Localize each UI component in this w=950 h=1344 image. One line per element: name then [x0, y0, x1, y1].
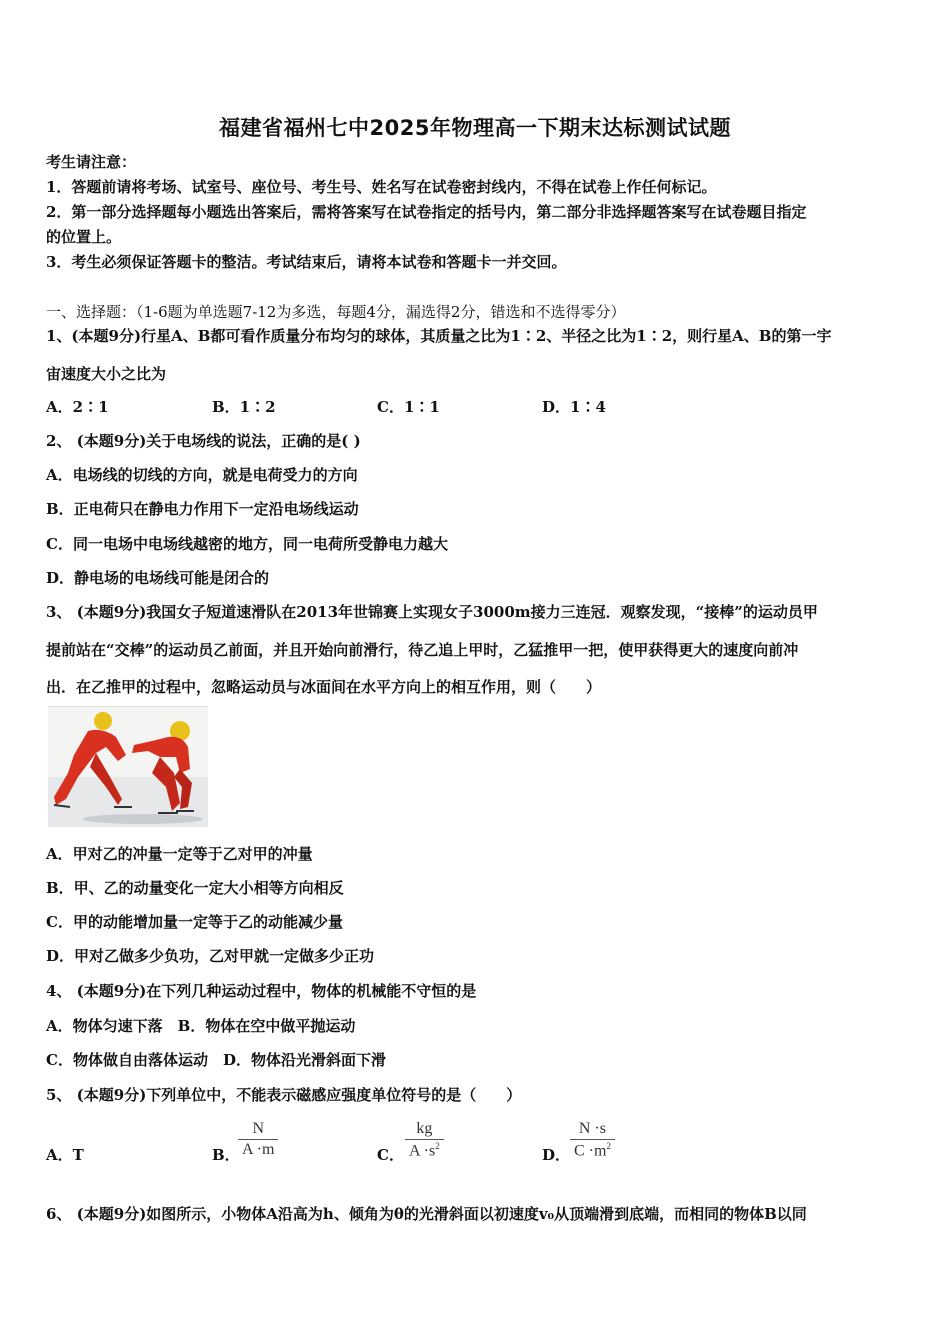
q2-option-c: C．同一电场中电场线越密的地方，同一电荷所受静电力越大 — [46, 535, 448, 553]
notice-heading: 考生请注意： — [46, 153, 137, 171]
q5-b-denominator: A ·m — [242, 1141, 275, 1158]
q5-d-denominator: C ·m — [574, 1142, 607, 1160]
q3-option-b: B．甲、乙的动量变化一定大小相等方向相反 — [46, 879, 344, 897]
q4-options-row2: C．物体做自由落体运动 D．物体沿光滑斜面下滑 — [46, 1051, 386, 1069]
q6-stem-line1: 6、 (本题9分)如图所示，小物体A沿高为h、倾角为θ的光滑斜面以初速度v₀从顶端滑到底端，而相同的物体B以同 — [46, 1205, 807, 1223]
q1-stem-line2: 宙速度大小之比为 — [46, 365, 167, 383]
q3-option-a: A．甲对乙的冲量一定等于乙对甲的冲量 — [46, 845, 313, 863]
notice-item-1: 1．答题前请将考场、试室号、座位号、考生号、姓名写在试卷密封线内，不得在试卷上作任何标记。 — [46, 178, 717, 196]
q4-options-row1: A．物体匀速下落 B．物体在空中做平抛运动 — [46, 1017, 356, 1035]
q3-option-c: C．甲的动能增加量一定等于乙的动能减少量 — [46, 913, 343, 931]
q1-option-d: D．1∶4 — [542, 398, 606, 416]
q3-stem-line2: 提前站在“交棒”的运动员乙前面，并且开始向前滑行，待乙追上甲时，乙猛推甲一把，使甲获得更大的速度向前冲 — [46, 641, 799, 659]
notice-item-3: 3．考生必须保证答题卡的整洁。考试结束后，请将本试卷和答题卡一并交回。 — [46, 253, 567, 271]
q1-option-b: B．1∶2 — [212, 398, 276, 416]
q1-option-a: A．2∶1 — [46, 398, 109, 416]
q3-stem-line1: 3、 (本题9分)我国女子短道速滑队在2013年世锦赛上实现女子3000m接力三连冠．观察发现，“接棒”的运动员甲 — [46, 603, 818, 621]
q5-option-d-fraction — [570, 1120, 615, 1160]
q1-stem-line1: 1、(本题9分)行星A、B都可看作质量分布均匀的球体，其质量之比为1∶2、半径之比为1∶2，则行星A、B的第一宇 — [46, 327, 832, 345]
q5-d-exponent: 2 — [606, 1141, 611, 1151]
q5-d-numerator: N ·s — [578, 1120, 607, 1137]
q1-option-c: C．1∶1 — [377, 398, 440, 416]
q5-c-numerator: kg — [416, 1120, 433, 1137]
q4-stem: 4、 (本题9分)在下列几种运动过程中，物体的机械能不守恒的是 — [46, 982, 477, 1000]
q5-option-b-fraction — [238, 1120, 278, 1159]
q3-option-d: D．甲对乙做多少负功，乙对甲就一定做多少正功 — [46, 947, 375, 965]
q5-option-c-fraction — [405, 1120, 444, 1160]
notice-item-2-cont: 的位置上。 — [46, 228, 122, 246]
q5-option-a-label: A．T — [46, 1146, 84, 1164]
q5-option-a-value: T — [72, 1146, 84, 1164]
q5-option-c-label: C． — [377, 1146, 404, 1164]
q2-option-a: A．电场线的切线的方向，就是电荷受力的方向 — [46, 466, 358, 484]
q5-stem: 5、 (本题9分)下列单位中，不能表示磁感应强度单位符号的是（ ） — [46, 1086, 522, 1104]
q5-option-b-label: B． — [212, 1146, 240, 1164]
q2-option-b: B．正电荷只在静电力作用下一定沿电场线运动 — [46, 500, 359, 518]
q2-option-d: D．静电场的电场线可能是闭合的 — [46, 569, 270, 587]
q5-c-denominator: A ·s — [409, 1142, 436, 1160]
q3-stem-line3: 出．在乙推甲的过程中，忽略运动员与冰面间在水平方向上的相互作用，则（ ） — [46, 678, 602, 696]
q5-c-exponent: 2 — [435, 1141, 440, 1151]
speed-skaters-photo — [48, 706, 208, 827]
page-title: 福建省福州七中2025年物理高一下期末达标测试试题 — [219, 116, 731, 140]
q5-option-d-label: D． — [542, 1146, 571, 1164]
notice-item-2: 2．第一部分选择题每小题选出答案后，需将答案写在试卷指定的括号内，第二部分非选择题答案写在试卷题目指定 — [46, 203, 807, 221]
q5-b-numerator: N — [252, 1120, 264, 1137]
section-heading: 一、选择题：（1-6题为单选题7-12为多选，每题4分，漏选得2分，错选和不选得零分） — [46, 303, 626, 321]
q2-stem: 2、 (本题9分)关于电场线的说法，正确的是( ) — [46, 432, 361, 450]
